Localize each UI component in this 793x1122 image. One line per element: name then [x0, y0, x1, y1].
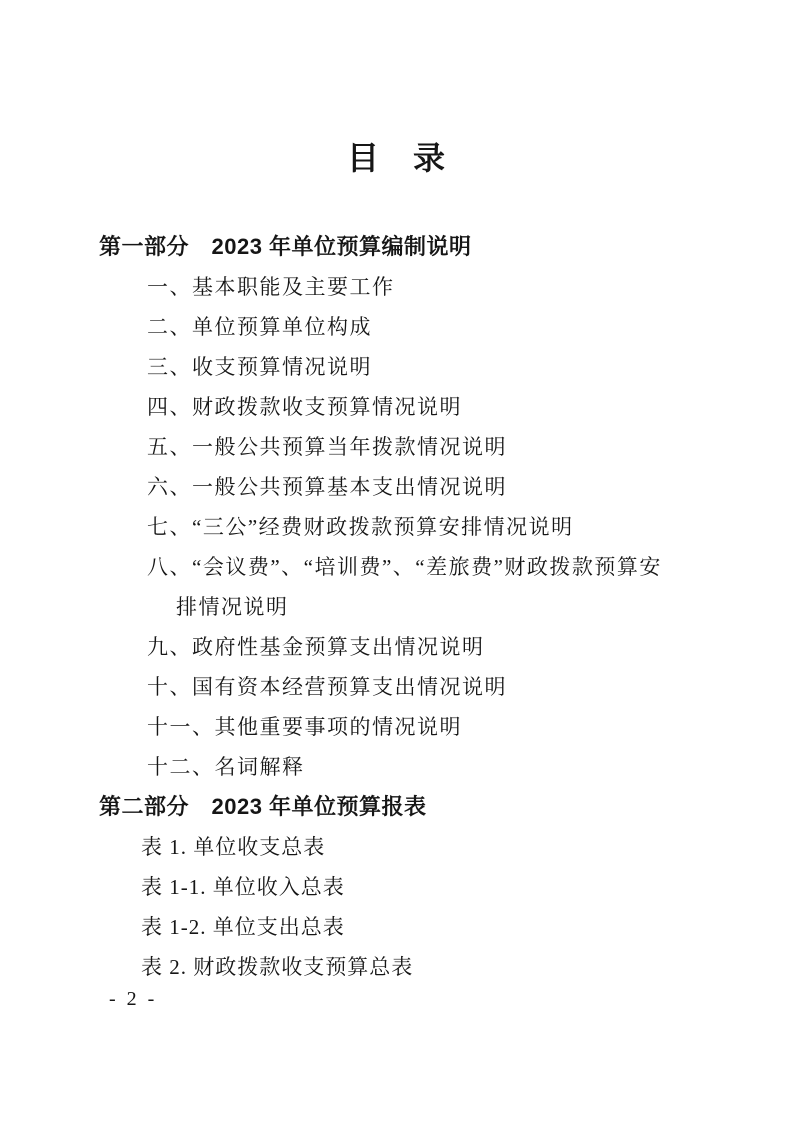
toc-title: 目 录 — [346, 140, 446, 176]
toc-entry: 七、“三公”经费财政拨款预算安排情况说明 — [147, 515, 574, 539]
section-1-heading: 第一部分 2023 年单位预算编制说明 — [99, 234, 472, 259]
toc-entry: 十、国有资本经营预算支出情况说明 — [147, 675, 507, 699]
toc-entry: 四、财政拨款收支预算情况说明 — [147, 395, 462, 419]
section-2-heading: 第二部分 2023 年单位预算报表 — [99, 794, 427, 819]
toc-entry: 三、收支预算情况说明 — [147, 355, 372, 379]
toc-entry: 十二、名词解释 — [147, 755, 305, 779]
toc-entry: 十一、其他重要事项的情况说明 — [147, 715, 462, 739]
toc-entry: 八、“会议费”、“培训费”、“差旅费”财政拨款预算安 — [147, 555, 662, 579]
toc-entry: 表 1. 单位收支总表 — [141, 835, 326, 859]
toc-entry: 九、政府性基金预算支出情况说明 — [147, 635, 485, 659]
toc-entry: 表 1-2. 单位支出总表 — [141, 915, 345, 939]
toc-entry: 一、基本职能及主要工作 — [147, 275, 395, 299]
toc-entry: 五、一般公共预算当年拨款情况说明 — [147, 435, 507, 459]
toc-entry-continuation: 排情况说明 — [176, 595, 289, 619]
toc-section-2 — [0, 787, 793, 987]
toc-entry: 二、单位预算单位构成 — [147, 315, 372, 339]
toc-entry: 表 2. 财政拨款收支预算总表 — [141, 955, 414, 979]
toc-entry: 表 1-1. 单位收入总表 — [141, 875, 345, 899]
toc-section-1 — [0, 227, 793, 787]
page-number: - 2 - — [109, 988, 158, 1010]
section-2-entries — [0, 827, 793, 987]
section-1-entries — [0, 267, 793, 787]
toc-entry: 六、一般公共预算基本支出情况说明 — [147, 475, 507, 499]
